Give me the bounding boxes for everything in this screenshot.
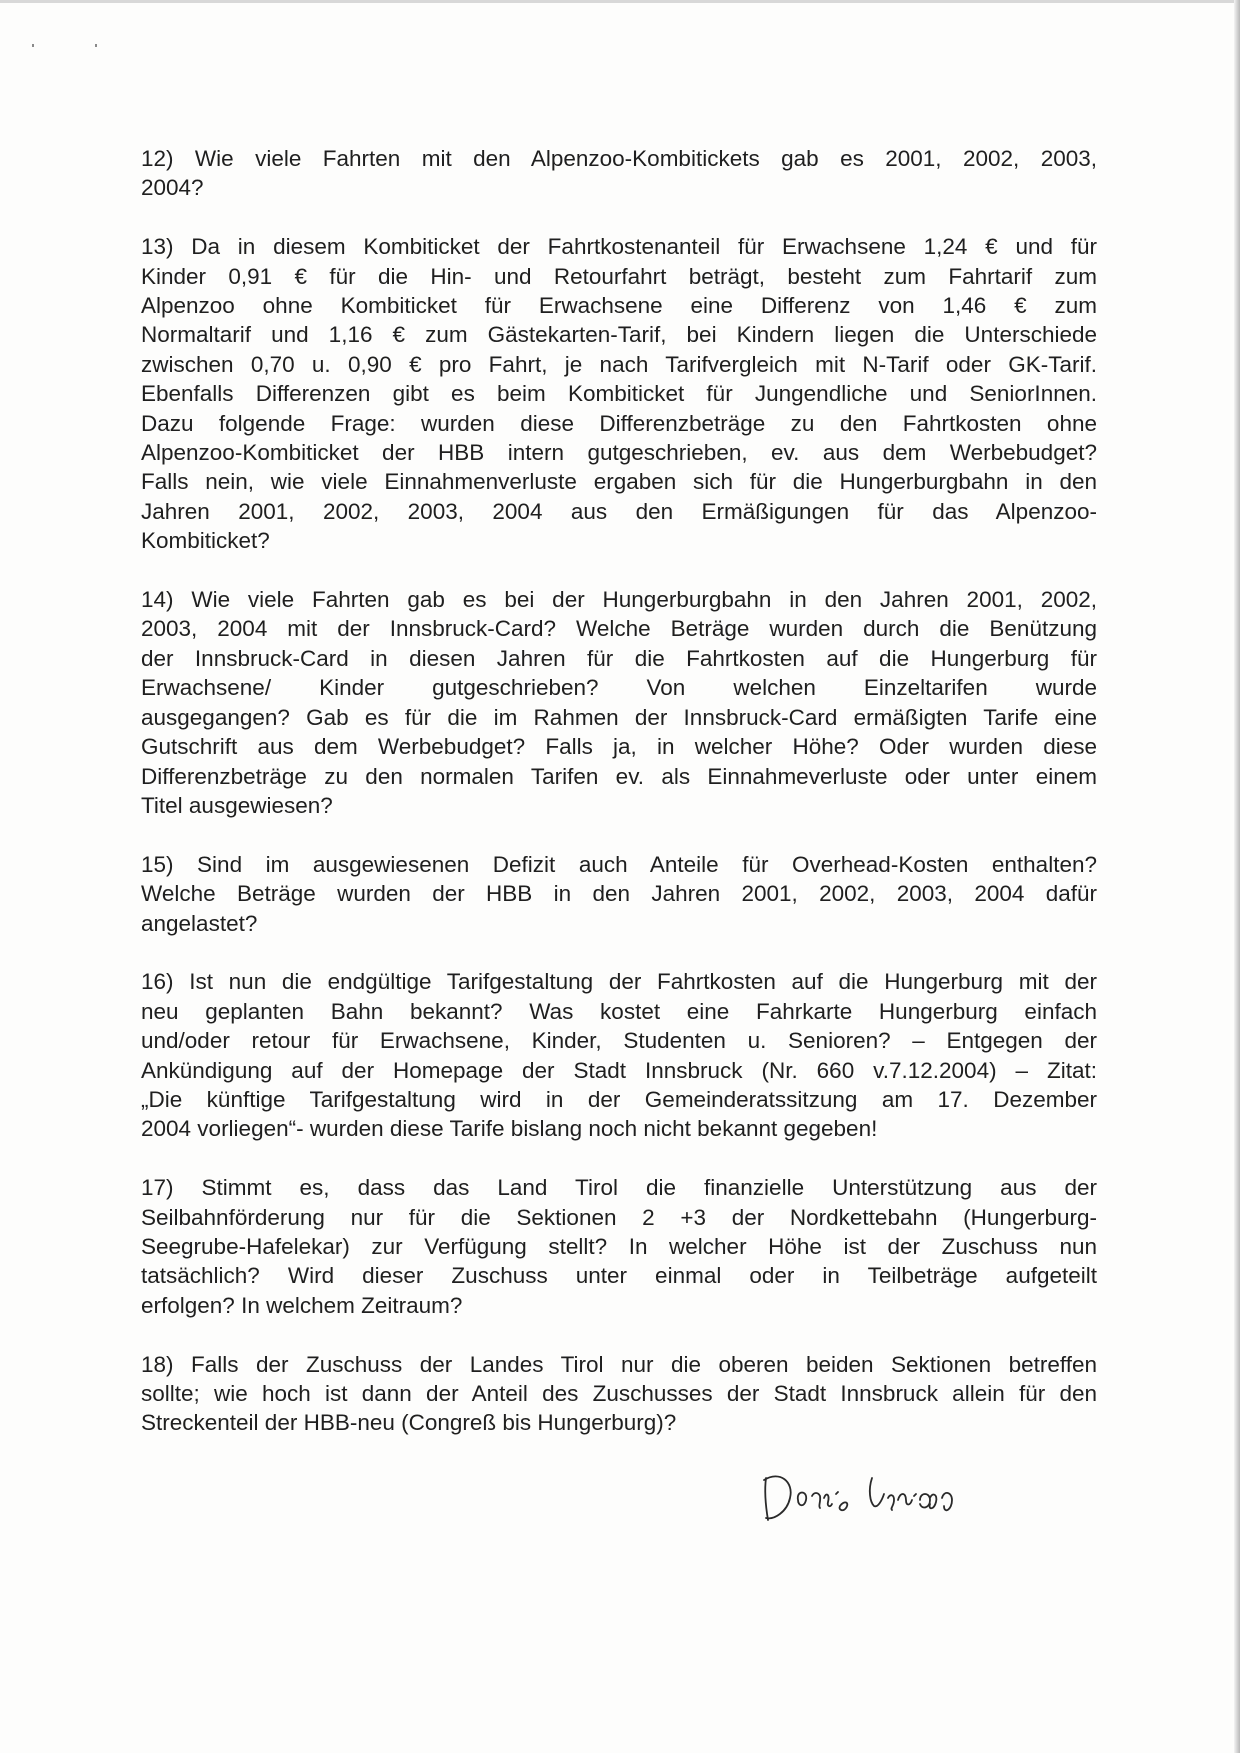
question-paragraph — [141, 144, 1097, 203]
question-paragraph — [141, 967, 1097, 1143]
question-paragraph — [141, 1173, 1097, 1320]
text-line: Normaltarif und 1,16 € zum Gästekarten-Tarif, bei Kindern liegen die Unterschiede — [141, 322, 1097, 348]
text-line: und/oder retour für Erwachsene, Kinder, Studenten u. Senioren? – Entgegen der — [141, 1028, 1097, 1054]
text-line: Streckenteil der HBB-neu (Congreß bis Hungerburg)? — [141, 1410, 677, 1436]
text-line: 2004? — [141, 175, 204, 201]
text-line: neu geplanten Bahn bekannt? Was kostet eine Fahrkarte Hungerburg einfach — [141, 998, 1097, 1024]
text-line: ausgegangen? Gab es für die im Rahmen der Innsbruck-Card ermäßigten Tarife eine — [141, 704, 1097, 730]
text-line: „Die künftige Tarifgestaltung wird in der Gemeinderatssitzung am 17. Dezember — [141, 1086, 1097, 1112]
text-line: angelastet? — [141, 910, 258, 936]
document-body — [141, 144, 1097, 1467]
text-line: Erwachsene/ Kinder gutgeschrieben? Von welchen Einzeltarifen wurde — [141, 675, 1097, 701]
text-line: Kombiticket? — [141, 528, 270, 554]
text-line: 12) Wie viele Fahrten mit den Alpenzoo-Kombitickets gab es 2001, 2002, 2003, — [141, 146, 1097, 171]
text-line: 16) Ist nun die endgültige Tarifgestaltung der Fahrtkosten auf die Hungerburg mit der — [141, 969, 1097, 995]
text-line: zwischen 0,70 u. 0,90 € pro Fahrt, je nach Tarifvergleich mit N-Tarif oder GK-Tarif. — [141, 351, 1097, 377]
text-line: erfolgen? In welchem Zeitraum? — [141, 1292, 463, 1318]
text-line: Kinder 0,91 € für die Hin- und Retourfahrt beträgt, besteht zum Fahrtarif zum — [141, 263, 1097, 289]
question-paragraph — [141, 1350, 1097, 1438]
scan-speck — [32, 44, 34, 47]
text-line: tatsächlich? Wird dieser Zuschuss unter einmal oder in Teilbeträge aufgeteilt — [141, 1263, 1097, 1289]
text-line: 13) Da in diesem Kombiticket der Fahrtkostenanteil für Erwachsene 1,24 € und für — [141, 234, 1097, 260]
text-line: Titel ausgewiesen? — [141, 792, 333, 818]
text-line: 14) Wie viele Fahrten gab es bei der Hungerburgbahn in den Jahren 2001, 2002, — [141, 587, 1097, 613]
handwritten-signature — [760, 1448, 1020, 1528]
text-line: Jahren 2001, 2002, 2003, 2004 aus den Ermäßigungen für das Alpenzoo- — [141, 498, 1097, 524]
text-line: 18) Falls der Zuschuss der Landes Tirol nur die oberen beiden Sektionen betreffen — [141, 1351, 1097, 1377]
text-line: Alpenzoo-Kombiticket der HBB intern gutgeschrieben, ev. aus dem Werbebudget? — [141, 440, 1097, 466]
text-line: Seilbahnförderung nur für die Sektionen 2 +3 der Nordkettebahn (Hungerburg- — [141, 1204, 1097, 1230]
scan-edge-top — [0, 0, 1240, 3]
text-line: Alpenzoo ohne Kombiticket für Erwachsene eine Differenz von 1,46 € zum — [141, 293, 1097, 319]
text-line: 15) Sind im ausgewiesenen Defizit auch Anteile für Overhead-Kosten enthalten? — [141, 851, 1097, 877]
scan-speck — [95, 44, 97, 47]
text-line: Dazu folgende Frage: wurden diese Differenzbeträge zu den Fahrtkosten ohne — [141, 410, 1097, 436]
text-line: Seegrube-Hafelekar) zur Verfügung stellt? In welcher Höhe ist der Zuschuss nun — [141, 1233, 1097, 1259]
text-line: Ebenfalls Differenzen gibt es beim Kombiticket für Jungendliche und SeniorInnen. — [141, 381, 1097, 407]
text-line: der Innsbruck-Card in diesen Jahren für die Fahrtkosten auf die Hungerburg für — [141, 645, 1097, 671]
text-line: sollte; wie hoch ist dann der Anteil des Zuschusses der Stadt Innsbruck allein für den — [141, 1380, 1097, 1406]
question-paragraph — [141, 850, 1097, 938]
text-line: Ankündigung auf der Homepage der Stadt Innsbruck (Nr. 660 v.7.12.2004) – Zitat: — [141, 1057, 1097, 1083]
text-line: Falls nein, wie viele Einnahmenverluste ergaben sich für die Hungerburgbahn in den — [141, 469, 1097, 495]
question-paragraph — [141, 585, 1097, 820]
text-line: 17) Stimmt es, dass das Land Tirol die finanzielle Unterstützung aus der — [141, 1175, 1097, 1201]
text-line: Gutschrift aus dem Werbebudget? Falls ja, in welcher Höhe? Oder wurden diese — [141, 734, 1097, 760]
scan-edge-right — [1234, 0, 1240, 1753]
text-line: 2003, 2004 mit der Innsbruck-Card? Welche Beträge wurden durch die Benützung — [141, 616, 1097, 642]
text-line: Welche Beträge wurden der HBB in den Jahren 2001, 2002, 2003, 2004 dafür — [141, 881, 1097, 907]
text-line: Differenzbeträge zu den normalen Tarifen ev. als Einnahmeverluste oder unter einem — [141, 763, 1097, 789]
question-paragraph — [141, 232, 1097, 555]
text-line: 2004 vorliegen“- wurden diese Tarife bislang noch nicht bekannt gegeben! — [141, 1116, 878, 1142]
